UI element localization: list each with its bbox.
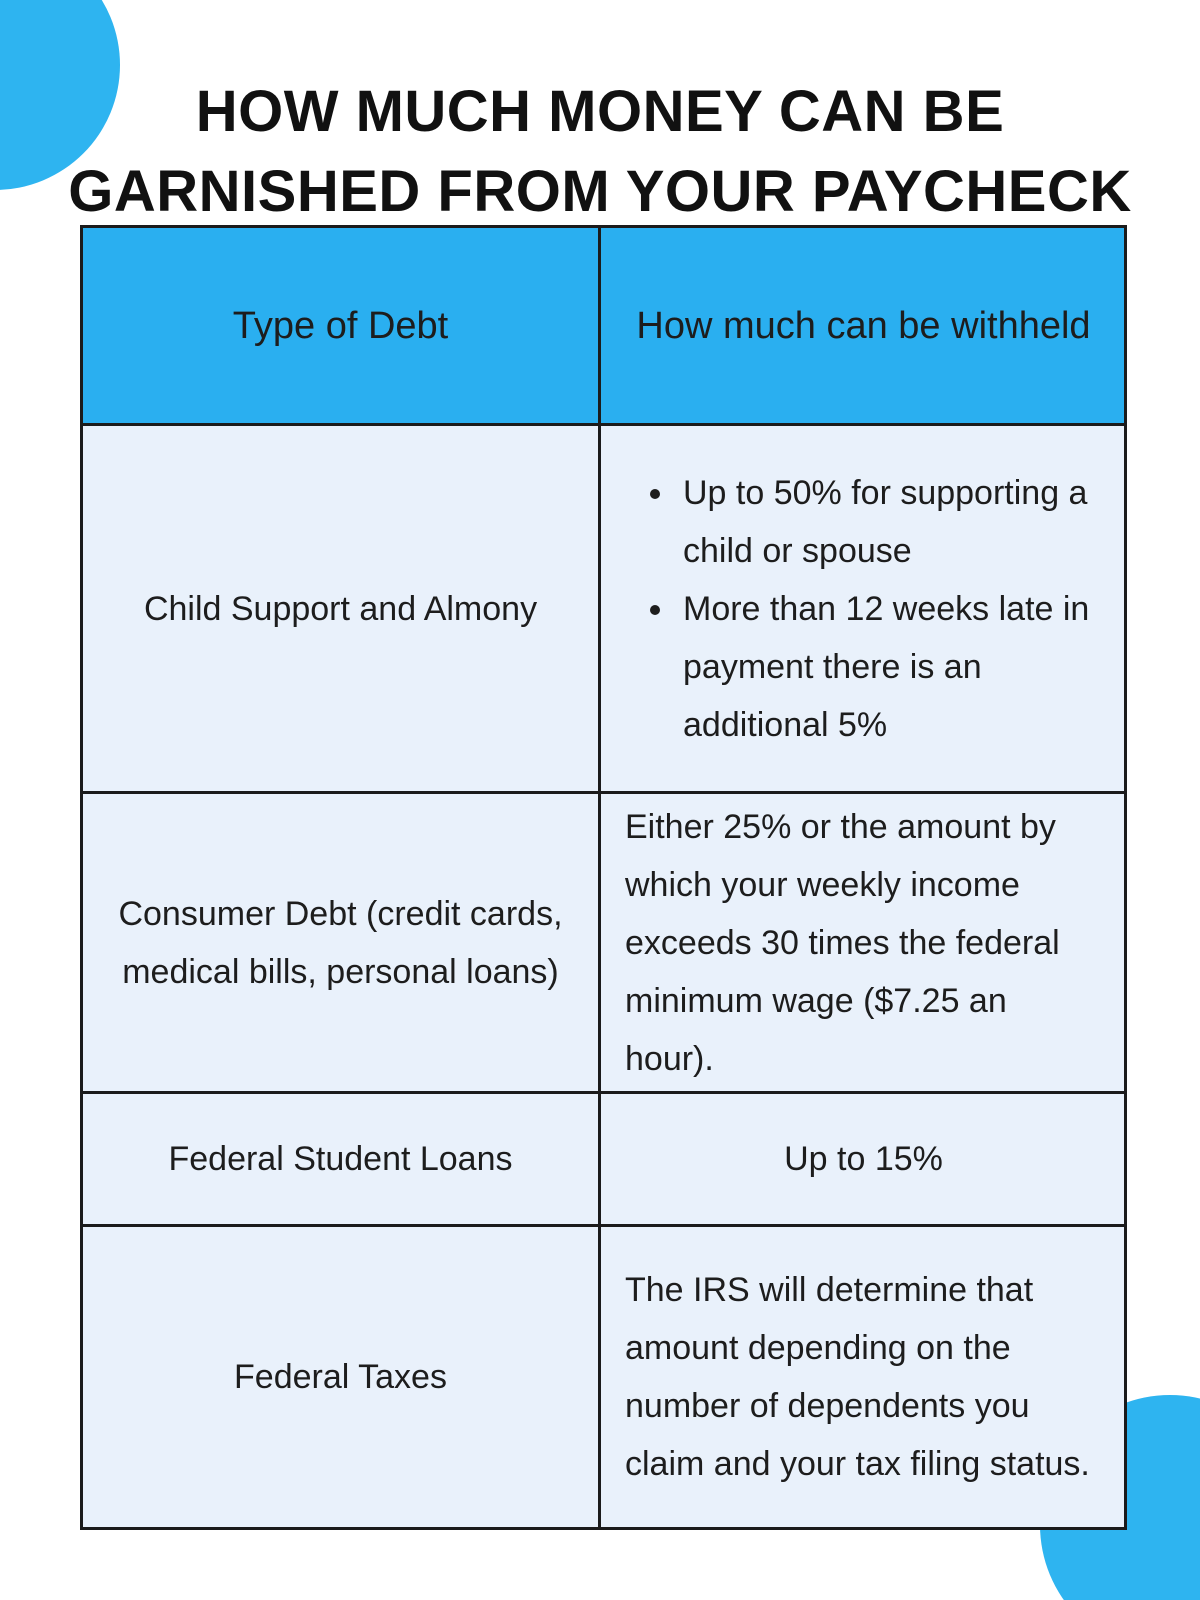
header-type-of-debt: Type of Debt <box>83 228 601 423</box>
title-line-2: GARNISHED FROM YOUR PAYCHECK <box>68 159 1132 224</box>
header-amount-withheld: How much can be withheld <box>601 228 1124 423</box>
page-title <box>0 72 1200 232</box>
table-row <box>83 1227 1124 1527</box>
withheld-bullet-list <box>625 464 1102 754</box>
title-line-1: HOW MUCH MONEY CAN BE <box>195 79 1005 144</box>
withheld-text: Either 25% or the amount by which your weekly income exceeds 30 times the federal minimum wage ($7.25 an hour). <box>625 807 1060 1078</box>
debt-type-cell: Consumer Debt (credit cards, medical bills, personal loans) <box>83 794 601 1091</box>
table-row <box>83 1094 1124 1227</box>
garnishment-table <box>80 225 1127 1530</box>
withheld-cell <box>601 1094 1124 1224</box>
bullet-item: • Up to 50% for supporting a child or spouse <box>677 464 1102 580</box>
table-row <box>83 794 1124 1094</box>
table-row <box>83 426 1124 794</box>
withheld-text: The IRS will determine that amount depending on the number of dependents you claim and your tax filing status. <box>625 1271 1090 1483</box>
withheld-cell <box>601 426 1124 791</box>
bullet-item: • More than 12 weeks late in payment there is an additional 5% <box>677 580 1102 754</box>
withheld-text: Up to 15% <box>784 1140 943 1178</box>
debt-type-cell: Federal Taxes <box>83 1227 601 1527</box>
debt-type-cell: Federal Student Loans <box>83 1094 601 1224</box>
table-header-row <box>83 228 1124 426</box>
withheld-cell <box>601 794 1124 1091</box>
debt-type-cell: Child Support and Almony <box>83 426 601 791</box>
withheld-cell <box>601 1227 1124 1527</box>
